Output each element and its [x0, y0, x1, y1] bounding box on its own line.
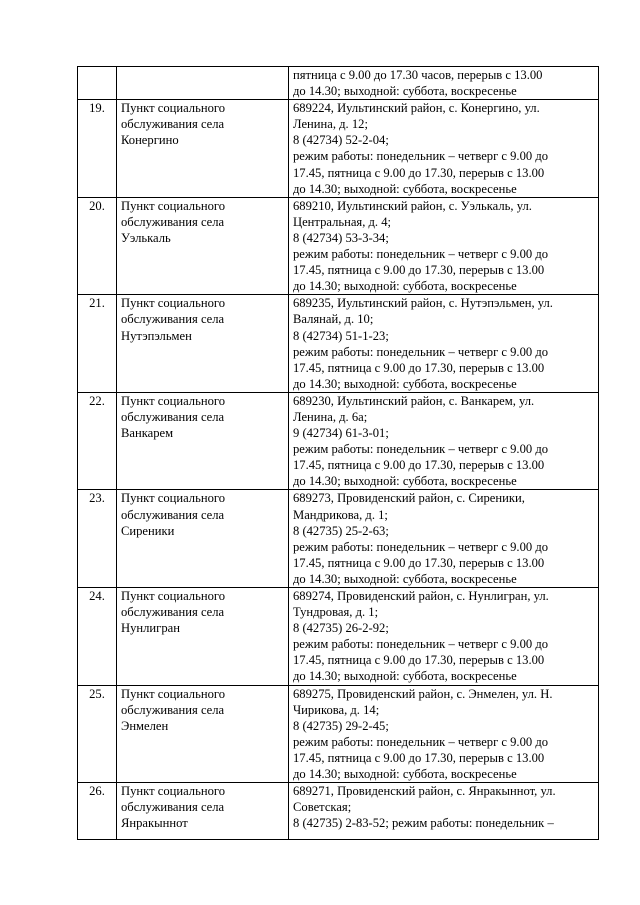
institution-name-line: Пункт социального	[121, 784, 226, 799]
institution-name-cell	[117, 685, 289, 783]
institution-name-line: обслуживания села	[121, 605, 225, 620]
contact-info-line: до 14.30; выходной: суббота, воскресенье	[293, 571, 517, 586]
institution-name-cell	[117, 295, 289, 393]
institution-name-line: Пункт социального	[121, 491, 226, 506]
institution-name-line: Пункт социального	[121, 686, 226, 701]
institution-name-line: обслуживания села	[121, 214, 225, 229]
contact-info-line: до 14.30; выходной: суббота, воскресенье	[293, 84, 517, 99]
institution-name-line: обслуживания села	[121, 507, 225, 522]
contact-info-line: режим работы: понедельник – четверг с 9.00 до	[293, 734, 549, 749]
institution-name-line: Пункт социального	[121, 393, 226, 408]
institution-name-line: Пункт социального	[121, 198, 226, 213]
institution-name-line: обслуживания села	[121, 312, 225, 327]
institution-name-cell	[117, 490, 289, 588]
contact-info-line: 17.45, пятница с 9.00 до 17.30, перерыв с 13.00	[293, 750, 545, 765]
row-number-cell: 21.	[78, 295, 117, 393]
institution-name-cell	[117, 100, 289, 198]
contact-info-cell	[289, 392, 599, 490]
contact-info-line: Чирикова, д. 14;	[293, 702, 380, 717]
table-row	[78, 783, 599, 840]
institution-name-line: Нутэпэльмен	[121, 328, 192, 343]
institution-name-line: обслуживания села	[121, 409, 225, 424]
institution-name-line: Сиреники	[121, 523, 175, 538]
row-number-cell: 22.	[78, 392, 117, 490]
contact-info-line: 8 (42735) 26-2-92;	[293, 621, 389, 636]
contact-info-line: режим работы: понедельник – четверг с 9.00 до	[293, 637, 549, 652]
contact-info-line: Валянай, д. 10;	[293, 312, 374, 327]
contact-info-line: 17.45, пятница с 9.00 до 17.30, перерыв с 13.00	[293, 653, 545, 668]
contact-info-line: 689273, Провиденский район, с. Сиреники,	[293, 491, 525, 506]
contact-info-line: режим работы: понедельник – четверг с 9.00 до	[293, 344, 549, 359]
institution-name-line: обслуживания села	[121, 117, 225, 132]
institution-name-cell	[117, 783, 289, 840]
table-row	[78, 295, 599, 393]
contact-info-line: Тундровая, д. 1;	[293, 605, 379, 620]
table-row	[78, 197, 599, 295]
institution-name-line: Конергино	[121, 133, 179, 148]
contact-info-line: 9 (42734) 61-3-01;	[293, 426, 389, 441]
contact-info-line: Ленина, д. 12;	[293, 117, 368, 132]
contact-info-line: 689230, Иультинский район, с. Ванкарем, ул.	[293, 393, 535, 408]
contact-info-line: 8 (42735) 2-83-52; режим работы: понедельник –	[293, 816, 554, 831]
row-number-cell: 19.	[78, 100, 117, 198]
institution-name-line: Пункт социального	[121, 589, 226, 603]
contact-info-line: Мандрикова, д. 1;	[293, 507, 388, 522]
institution-name-cell	[117, 197, 289, 295]
institution-name-cell	[117, 588, 289, 686]
contact-info-line: 8 (42734) 51-1-23;	[293, 328, 389, 343]
institution-name-line: обслуживания села	[121, 800, 225, 815]
contact-info-line: пятница с 9.00 до 17.30 часов, перерыв с 13.00	[293, 68, 543, 82]
contact-info-line: 17.45, пятница с 9.00 до 17.30, перерыв с 13.00	[293, 458, 545, 473]
contact-info-line: до 14.30; выходной: суббота, воскресенье	[293, 474, 517, 489]
contact-info-line: Советская;	[293, 800, 352, 815]
contact-info-line: 17.45, пятница с 9.00 до 17.30, перерыв с 13.00	[293, 165, 545, 180]
table-row	[78, 685, 599, 783]
contact-info-line: 8 (42735) 25-2-63;	[293, 523, 389, 538]
institution-name-line: Уэлькаль	[121, 230, 171, 245]
contact-info-line: 17.45, пятница с 9.00 до 17.30, перерыв с 13.00	[293, 555, 545, 570]
contact-info-cell	[289, 100, 599, 198]
table-row	[78, 490, 599, 588]
institution-name-cell	[117, 67, 289, 100]
contact-info-line: 689271, Провиденский район, с. Янракыннот, ул.	[293, 784, 556, 799]
institution-name-line: Пункт социального	[121, 101, 226, 116]
contact-info-line: режим работы: понедельник – четверг с 9.00 до	[293, 247, 549, 262]
contact-info-line: 8 (42734) 53-3-34;	[293, 230, 389, 245]
institution-name-line: Янракыннот	[121, 816, 188, 831]
contact-info-cell	[289, 197, 599, 295]
contact-info-cell	[289, 490, 599, 588]
contact-info-line: 17.45, пятница с 9.00 до 17.30, перерыв с 13.00	[293, 360, 545, 375]
table-row	[78, 100, 599, 198]
institution-name-line: Ванкарем	[121, 426, 174, 441]
row-number-cell: 26.	[78, 783, 117, 840]
institution-name-line: Пункт социального	[121, 296, 226, 311]
contact-info-line: до 14.30; выходной: суббота, воскресенье	[293, 181, 517, 196]
contact-info-cell	[289, 588, 599, 686]
contact-info-line: режим работы: понедельник – четверг с 9.00 до	[293, 149, 549, 164]
contact-info-cell	[289, 783, 599, 840]
contact-info-line: режим работы: понедельник – четверг с 9.00 до	[293, 539, 549, 554]
table-row	[78, 67, 599, 100]
contact-info-line: 689235, Иультинский район, с. Нутэпэльмен, ул.	[293, 296, 553, 311]
contact-info-line: 689275, Провиденский район, с. Энмелен, ул. Н.	[293, 686, 553, 701]
contact-info-line: 17.45, пятница с 9.00 до 17.30, перерыв с 13.00	[293, 263, 545, 278]
contact-info-line: 689210, Иультинский район, с. Уэлькаль, ул.	[293, 198, 532, 213]
table-body	[78, 67, 599, 840]
contact-info-line: до 14.30; выходной: суббота, воскресенье	[293, 279, 517, 294]
row-number-cell: 20.	[78, 197, 117, 295]
institution-name-line: Энмелен	[121, 718, 169, 733]
institution-name-line: Нунлигран	[121, 621, 180, 636]
row-number-cell: 25.	[78, 685, 117, 783]
contact-info-line: режим работы: понедельник – четверг с 9.00 до	[293, 442, 549, 457]
contact-info-line: 689224, Иультинский район, с. Конергино, ул.	[293, 101, 540, 116]
contact-info-line: 8 (42735) 29-2-45;	[293, 718, 389, 733]
contact-info-line: Центральная, д. 4;	[293, 214, 392, 229]
table-row	[78, 392, 599, 490]
contact-info-cell	[289, 685, 599, 783]
table-row	[78, 588, 599, 686]
row-number-cell: 23.	[78, 490, 117, 588]
contact-info-cell	[289, 295, 599, 393]
row-number-cell	[78, 67, 117, 100]
institutions-table	[77, 66, 599, 840]
institution-name-line: обслуживания села	[121, 702, 225, 717]
contact-info-line: Ленина, д. 6а;	[293, 409, 368, 424]
contact-info-line: до 14.30; выходной: суббота, воскресенье	[293, 767, 517, 782]
contact-info-line: 689274, Провиденский район, с. Нунлигран, ул.	[293, 589, 549, 603]
contact-info-line: до 14.30; выходной: суббота, воскресенье	[293, 669, 517, 684]
contact-info-cell	[289, 67, 599, 100]
contact-info-line: 8 (42734) 52-2-04;	[293, 133, 389, 148]
contact-info-line: до 14.30; выходной: суббота, воскресенье	[293, 376, 517, 391]
institution-name-cell	[117, 392, 289, 490]
row-number-cell: 24.	[78, 588, 117, 686]
